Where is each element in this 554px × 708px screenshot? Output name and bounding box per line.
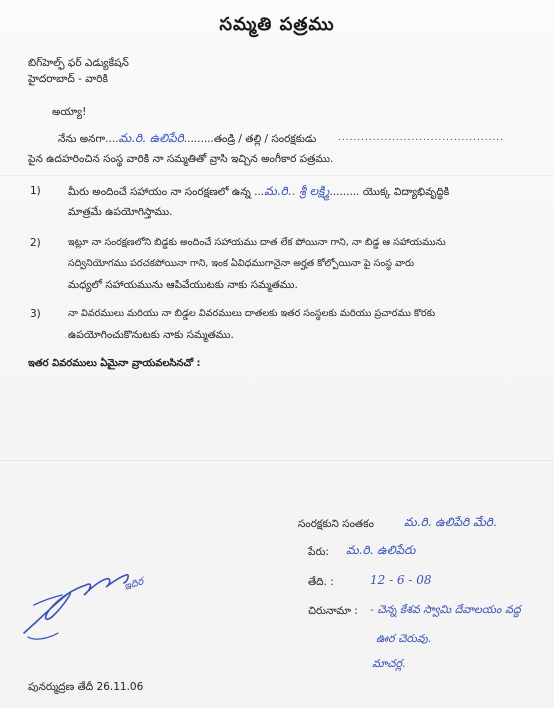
address-line1: - చెన్న కేశవ స్వామి దేవాలయం వద్ద: [370, 603, 521, 616]
item-2-number: 2): [30, 237, 41, 249]
item-1-line1: [68, 184, 449, 199]
address-line3: మాచర్ల.: [372, 657, 406, 670]
item-2-line1: ఇట్లూ నా సంరక్షణలోని బిడ్డకు అందించే సహాయము దాత లేక పోయినా గాని, నా బిడ్డ ఆ సహాయమును: [68, 237, 446, 248]
intro-line: [58, 131, 316, 146]
item-1-prefix: మీరు అందించే సహాయం నా సంరక్షణలో ఉన్న ...: [68, 186, 265, 198]
item-3-number: 3): [30, 308, 41, 320]
guardian-signature-label: సంరక్షకుని సంతకం: [298, 518, 374, 530]
name-label: పేరు:: [308, 546, 329, 558]
address-line2: ఊర చెరువు.: [376, 632, 432, 645]
item-2-line2: సద్వినియోగము పరచకపోయినా గాని, ఇంక ఏవిధముగానైనా అర్హత కోల్పోయినా పై సంస్థ వారు: [68, 258, 415, 269]
page-title: సమ్మతి పత్రము: [219, 14, 335, 35]
recipient-org: బిగ్‌హెల్ఫ్ ఫర్ ఎడ్యుకేషన్: [28, 57, 129, 69]
signature-annotation: ఇదిర: [122, 576, 145, 593]
reprint-date: పునర్ముద్రణ తేదీ 26.11.06: [28, 681, 144, 693]
paper-crease: [0, 175, 554, 176]
date-value: 12 - 6 - 08: [370, 573, 432, 587]
intro-line2: పైన ఉదహరించిన సంస్థ వారికి నా సమ్మతితో వ్రాసి ఇచ్చిన అంగీకార పత్రము.: [28, 153, 334, 165]
intro-suffix: .........తండ్రి / తల్లి / సంరక్షకుడు: [183, 133, 317, 145]
handwritten-signature: [14, 545, 174, 645]
name-value: మ.రి. ఉలిపేరు: [346, 543, 416, 557]
intro-prefix: నేను అనగా....: [58, 133, 119, 145]
recipient-city: హైదరాబాద్ - వారికి: [28, 73, 108, 85]
guardian-signature-value: మ.రి. ఉలిపేరి మేరి.: [404, 515, 497, 529]
date-label: తేది. :: [308, 576, 334, 588]
item-1-number: 1): [30, 185, 41, 197]
intro-filled-name: మ.రి. ఉలిపే‌రి: [118, 131, 184, 145]
item-2-line3: మధ్యలో సహాయమును ఆపివేయుటకు నాకు సమ్మతము.: [68, 279, 298, 291]
item-3-line1: నా వివరములు మరియు నా బిడ్డల వివరములు దాతలకు ఇతర సంస్థలకు మరియు ప్రచారము కొరకు: [68, 308, 436, 319]
item-3-line2: ఉపయోగించుకొనుటకు నాకు సమ్మతము.: [68, 329, 234, 341]
paper-crease: [0, 460, 554, 461]
other-details-label: ఇతర వివరములు ఏమైనా వ్రాయవలసినచో :: [28, 358, 201, 369]
address-label: చిరునామా :: [308, 605, 358, 617]
intro-blank-dots: ...........................................: [338, 133, 505, 143]
item-1-line2: మాత్రమే ఉపయోగిస్తాము.: [68, 206, 173, 218]
salutation: అయ్యా!: [52, 106, 87, 118]
item-1-filled-name: మ.రి.. శ్రీ లక్ష్మి: [264, 184, 330, 198]
item-1-suffix: ......... యొక్క విద్యాభివృద్ధికి: [329, 186, 450, 198]
